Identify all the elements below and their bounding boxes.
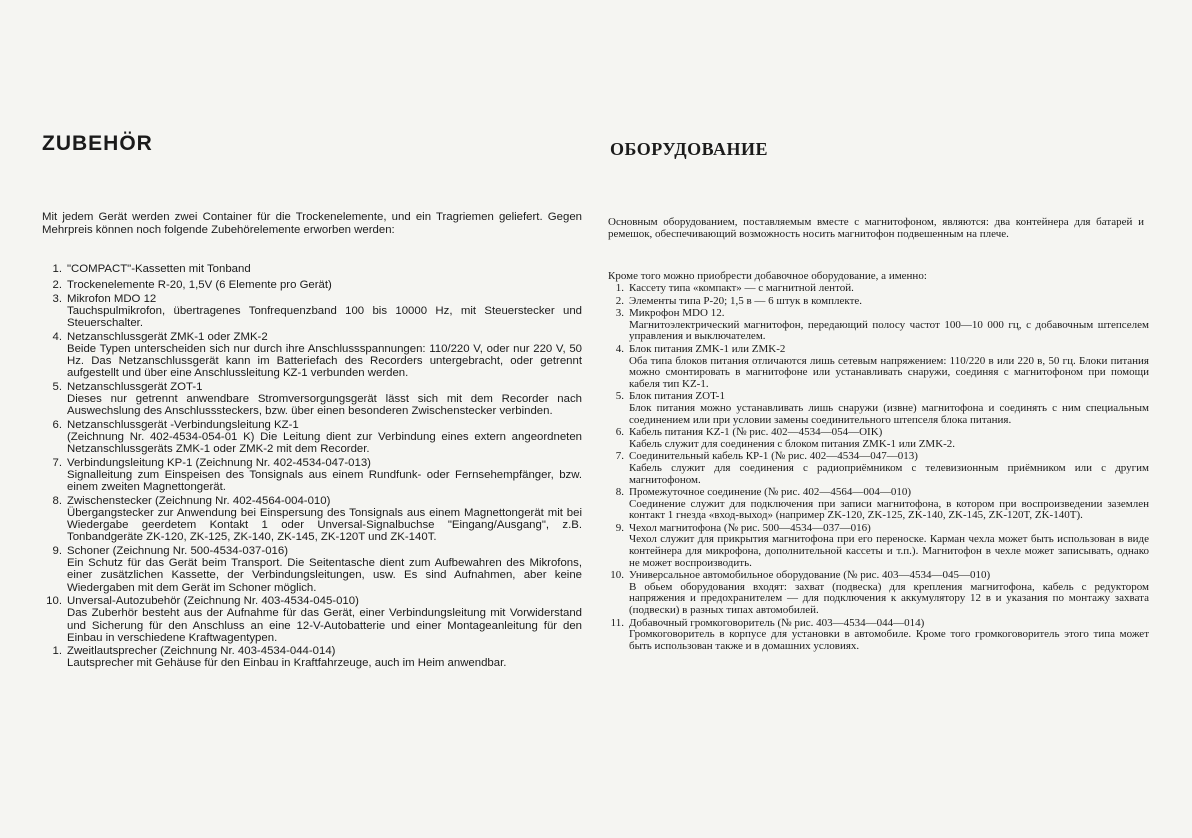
item-body: В обьем оборудования входят: захват (подвеска) для крепления магнитофона, кабель с редуктором напряжения и предохранителем — для подключения к аккумулятору 12 в и указания по монтажу захвата (подвески) в разных типах автомобилей. [629, 580, 1149, 617]
item-title: Чехол магнитофона (№ рис. 500—4534—037—016) [629, 521, 871, 534]
item-number: 1. [615, 282, 624, 294]
item-number: 7. [615, 450, 624, 463]
item-number: 4. [615, 342, 624, 355]
item-body: Ein Schutz für das Gerät beim Transport. Die Seitentasche dient zum Aufbewahren des Mikrofons, einer zusätzlichen Kassette, der Verbindungsleitungen, usw. Es sind Aufnahmen, aber keine Wiedergaben mit dem Gerät im Schoner möglich. [67, 557, 582, 594]
german-item-8 [42, 495, 582, 544]
german-item-11 [42, 645, 582, 670]
item-body: Tauchspulmikrofon, übertragenes Tonfrequenzband 100 bis 10000 Hz, mit Steuerstecker und Steuerschalter. [67, 304, 582, 330]
russian-intro: Основным оборудованием, поставляемым вместе с магнитофоном, являются: два контейнера для батарей и ремешок, обеспечивающий возможность носить магнитофон подвешенным на плече. [608, 216, 1144, 241]
german-item-5 [42, 381, 582, 418]
german-item-7 [42, 457, 582, 494]
russian-item-7 [604, 451, 1149, 486]
item-body: (Zeichnung Nr. 402-4534-054-01 K) Die Leitung dient zur Verbindung eines extern angeordneten Netzanschlussgeräts ZMK-1 oder ZMK-2 mit dem Recorder. [67, 431, 582, 456]
item-title: Блок питания ZMK-1 или ZMK-2 [629, 342, 786, 355]
item-body: Блок питания можно устанавливать лишь снаружи (извне) магнитофона и соединять с ним специальным соединением или при условии замены соединительного штепселя блока питания. [629, 401, 1149, 426]
item-number: 10. [46, 595, 62, 607]
item-number: 5. [615, 390, 624, 403]
russian-item-9 [604, 523, 1149, 569]
german-item-6 [42, 419, 582, 456]
russian-item-3 [604, 308, 1149, 343]
item-number: 2. [615, 294, 624, 307]
german-item-10 [42, 595, 582, 644]
item-number: 2. [52, 279, 62, 292]
item-number: 6. [615, 426, 624, 439]
german-item-2 [42, 279, 582, 291]
item-body: Соединение служит для подключения при записи магнитофона, в котором при воспроизведении заземлен контакт 1 гнезда «вход-выход» (например ZK-120, ZK-125, ZK-140, ZK-145, ZK-120T, ZK-140T). [629, 497, 1149, 522]
item-body: Громкоговоритель в корпусе для установки в автомобиле. Кроме того громкоговоритель этого типа может быть использован также и в домашних условиях. [629, 628, 1149, 652]
item-body: Signalleitung zum Einspeisen des Tonsignals aus einem Rundfunk- oder Fernsehempfänger, bzw. einem zweiten Magnettongerät. [67, 468, 582, 494]
item-body: Чехол служит для прикрытия магнитофона при его переноске. Карман чехла может быть использован в виде контейнера для микрофона, дополнительной кассеты и т.п.). Магнитофон в чехле может записывать, однако не может воспроизводить. [629, 533, 1149, 569]
item-body: Übergangstecker zur Anwendung bei Einspersung des Tonsignals aus einem Magnettongerät mit bei Wiedergabe geerdetem Kontakt 1 oder Unversal-Signalbuchse "Eingang/Ausgang", z.B. Tonbandgeräte ZK-120, ZK-125, ZK-140, ZK-145, ZK-120T und ZK-140T. [67, 506, 582, 544]
russian-item-8 [604, 487, 1149, 522]
item-number: 10. [610, 569, 624, 582]
item-title: "COMPACT"-Kassetten mit Tonband [67, 263, 251, 275]
item-title: Schoner (Zeichnung Nr. 500-4534-037-016) [67, 544, 288, 557]
item-title: Unversal-Autozubehör (Zeichnung Nr. 403-4534-045-010) [67, 595, 359, 607]
russian-item-6 [604, 427, 1149, 450]
german-item-9 [42, 545, 582, 594]
russian-item-4 [604, 344, 1149, 390]
item-number: 1. [52, 263, 62, 275]
item-title: Netzanschlussgerät ZMK-1 oder ZMK-2 [67, 330, 268, 343]
german-item-4 [42, 331, 582, 380]
item-title: Netzanschlussgerät -Verbindungsleitung KZ-1 [67, 418, 299, 431]
item-body: Lautsprecher mit Gehäuse für den Einbau in Kraftfahrzeuge, auch im Heim anwendbar. [67, 657, 507, 670]
russian-item-1 [604, 283, 1149, 295]
german-item-3 [42, 293, 582, 330]
item-number: 9. [52, 544, 62, 557]
item-body: Beide Typen unterscheiden sich nur durch ihre Anschlussspannungen: 110/220 V, oder nur 220 V, 50 Hz. Das Netzanschlussgerät kann im Batteriefach des Recorders untergebracht, oder getrennt aufgestellt und über eine Anschlussleitung KZ-1 verbunden werden. [67, 342, 582, 380]
item-title: Универсальное автомобильное оборудование (№ рис. 403—4534—045—010) [629, 569, 991, 582]
item-title: Netzanschlussgerät ZOT-1 [67, 380, 203, 393]
item-number: 5. [52, 380, 62, 393]
item-title: Mikrofon MDO 12 [67, 292, 157, 305]
item-number: 3. [52, 292, 62, 305]
item-number: 6. [52, 418, 62, 431]
item-title: Кабель питания KZ-1 (№ рис. 402—4534—054—ОIK) [629, 426, 883, 439]
russian-item-10 [604, 570, 1149, 616]
russian-item-11 [604, 618, 1149, 653]
russian-note: Кроме того можно приобрести добавочное оборудование, а именно: [608, 270, 927, 282]
item-title: Добавочный громкоговоритель (№ рис. 403—4534—044—014) [629, 616, 925, 629]
item-title: Микрофон MDO 12. [629, 307, 725, 320]
item-number: 1. [52, 645, 62, 658]
item-number: 3. [615, 307, 624, 320]
item-body: Оба типа блоков питания отличаются лишь сетевым напряжением: 110/220 в или 220 в, 50 гц. Блоки питания можно смонтировать в магнитофоне или устанавливать снаружи, соединяя с магнитофоном при помощи кабеля тип KZ-1. [629, 354, 1149, 390]
item-title: Кассету типа «компакт» — с магнитной лентой. [629, 282, 854, 294]
item-number: 7. [52, 456, 62, 469]
russian-item-5 [604, 391, 1149, 426]
item-number: 11. [610, 616, 624, 629]
item-title: Блок питания ZOT-1 [629, 390, 725, 403]
russian-item-2 [604, 296, 1149, 308]
item-title: Trockenelemente R-20, 1,5V (6 Elemente pro Gerät) [67, 279, 332, 292]
item-title: Zweitlautsprecher (Zeichnung Nr. 403-4534-044-014) [67, 645, 336, 658]
item-number: 4. [52, 330, 62, 343]
item-title: Элементы типа Р-20; 1,5 в — 6 штук в комплекте. [629, 294, 863, 307]
item-body: Магнитоэлектрический магнитофон, передающий полосу частот 100—10 000 гц, с добавочным штепселем управления и выключателем. [629, 318, 1149, 343]
item-number: 9. [615, 521, 624, 534]
russian-title: ОБОРУДОВАНИЕ [610, 139, 768, 159]
german-accessory-list [42, 263, 582, 671]
german-intro: Mit jedem Gerät werden zwei Container für die Trockenelemente, und ein Tragriemen geliefert. Gegen Mehrpreis können noch folgende Zubehörelemente erworben werden: [42, 211, 582, 236]
item-title: Соединительный кабель КР-1 (№ рис. 402—4534—047—013) [629, 450, 918, 463]
item-body: Dieses nur getrennt anwendbare Stromversorgungsgerät lässt sich mit dem Recorder nach Auswechslung des Anschlusssteckers, bzw. über einen besonderen Zwischenstecker verbinden. [67, 393, 582, 418]
item-body: Das Zuberhör besteht aus der Aufnahme für das Gerät, einer Verbindungsleitung mit Vorwiderstand und Sicherung für den Anschluss an eine 12-V-Autobatterie und einer Montageanleitung für den Einbau in verschiedene Kraftwagentypen. [67, 607, 582, 644]
item-number: 8. [615, 486, 624, 499]
russian-accessory-list [604, 283, 1149, 653]
item-body: Кабель служит для соединения с блоком питания ZMK-1 или ZMK-2. [629, 437, 956, 450]
german-item-1 [42, 263, 582, 275]
german-title: ZUBEHÖR [42, 132, 153, 155]
item-number: 8. [52, 494, 62, 507]
item-body: Кабель служит для соединения с радиоприёмником с телевизионным приёмником или с другим магнитофоном. [629, 461, 1149, 486]
item-title: Zwischenstecker (Zeichnung Nr. 402-4564-004-010) [67, 494, 331, 507]
item-title: Промежуточное соединение (№ рис. 402—4564—004—010) [629, 486, 911, 499]
item-title: Verbindungsleitung KP-1 (Zeichnung Nr. 402-4534-047-013) [67, 456, 371, 469]
